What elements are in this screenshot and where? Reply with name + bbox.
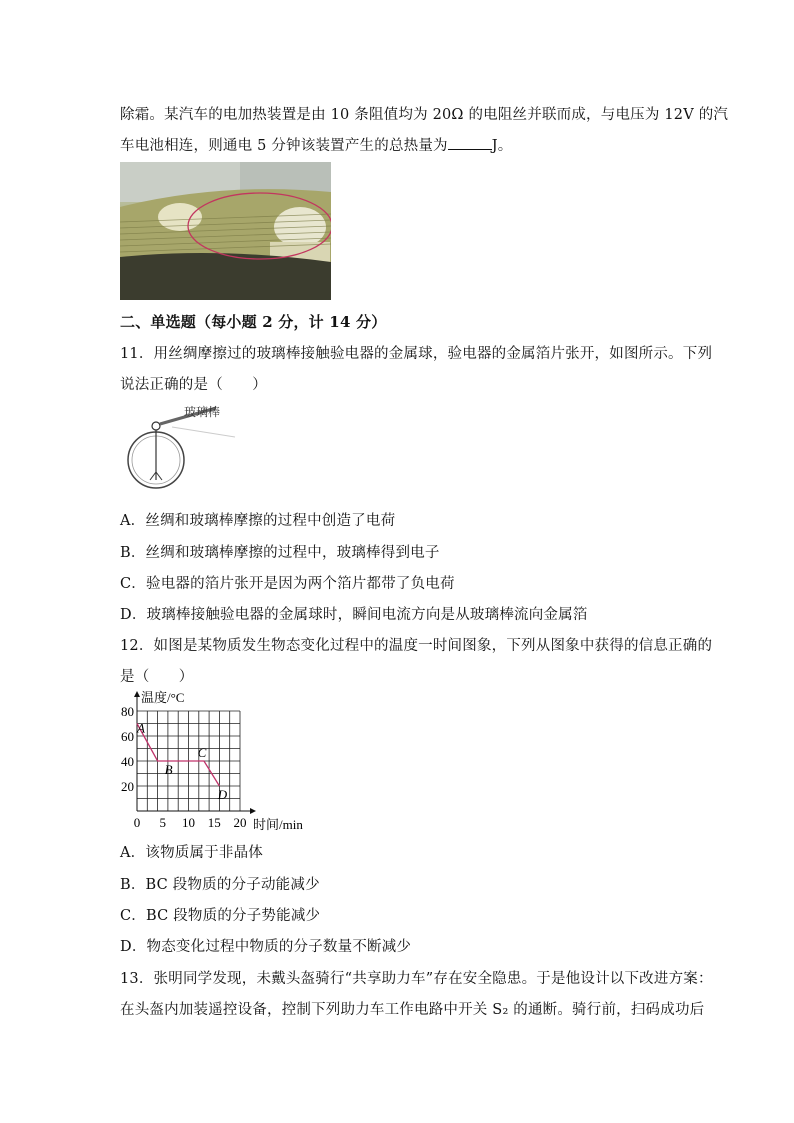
point-label: A <box>137 720 145 736</box>
glass-rod-label: 玻璃棒 <box>184 405 221 419</box>
q13-line-1: 13．张明同学发现，未戴头盔骑行“共享助力车”存在安全隐患。于是他设计以下改进方案： <box>120 971 713 987</box>
q10-line-2-unit: J。 <box>491 138 513 154</box>
y-tick-label: 80 <box>121 704 134 719</box>
x-axis-arrow <box>250 808 256 814</box>
q11-line-1: 11．用丝绸摩擦过的玻璃棒接触验电器的金属球，验电器的金属箔片张开，如图所示。下列 <box>120 346 713 362</box>
q12-option-c: C．BC 段物质的分子势能减少 <box>120 908 321 924</box>
y-axis-arrow <box>134 691 140 697</box>
q12-option-b: B．BC 段物质的分子动能减少 <box>120 877 320 893</box>
point-label: C <box>197 745 207 760</box>
point-label: D <box>217 787 228 802</box>
x-tick-label: 5 <box>159 815 166 830</box>
answer-blank <box>448 137 492 150</box>
q11-line-2: 说法正确的是（ ） <box>120 377 267 393</box>
electroscope-figure <box>120 402 250 494</box>
y-tick-label: 60 <box>121 729 134 744</box>
temperature-time-chart <box>118 688 328 836</box>
q12-option-a: A．该物质属于非晶体 <box>120 845 263 861</box>
q10-line-2 <box>120 134 512 155</box>
car-rear-window-illustration <box>120 162 331 300</box>
y-tick-label: 20 <box>121 779 134 794</box>
car-rear-window-photo <box>120 162 331 300</box>
q13-line-2: 在头盔内加装遥控设备，控制下列助力车工作电路中开关 S₂ 的通断。骑行前，扫码成功后 <box>120 1002 705 1018</box>
q11-option-c: C．验电器的箔片张开是因为两个箔片都带了负电荷 <box>120 576 455 592</box>
section-heading: 二、单选题（每小题 2 分，计 14 分） <box>120 313 387 331</box>
q12-line-1: 12．如图是某物质发生物态变化过程中的温度一时间图象，下列从图象中获得的信息正确的 <box>120 638 713 654</box>
q11-option-b: B．丝绸和玻璃棒摩擦的过程中，玻璃棒得到电子 <box>120 545 440 561</box>
q12-line-2: 是（ ） <box>120 669 194 685</box>
point-label: B <box>164 762 173 777</box>
y-axis-title: 温度/°C <box>141 690 185 705</box>
q10-line-1: 除霜。某汽车的电加热装置是由 10 条阻值均为 20Ω 的电阻丝并联而成，与电压为 12V 的汽 <box>120 107 729 123</box>
q12-option-d: D．物态变化过程中物质的分子数量不断减少 <box>120 939 412 955</box>
x-tick-label: 0 <box>133 815 141 830</box>
y-tick-label: 40 <box>121 754 134 769</box>
q11-option-d: D．玻璃棒接触验电器的金属球时，瞬间电流方向是从玻璃棒流向金属箔 <box>120 607 588 623</box>
q10-line-2-text: 车电池相连，则通电 5 分钟该装置产生的总热量为 <box>120 138 448 154</box>
q11-option-a: A．丝绸和玻璃棒摩擦的过程中创造了电荷 <box>120 513 396 529</box>
x-tick-label: 10 <box>182 815 195 830</box>
x-tick-label: 15 <box>207 815 221 830</box>
x-tick-label: 20 <box>233 815 247 830</box>
chart-svg <box>118 688 328 836</box>
x-axis-title: 时间/min <box>253 817 303 832</box>
